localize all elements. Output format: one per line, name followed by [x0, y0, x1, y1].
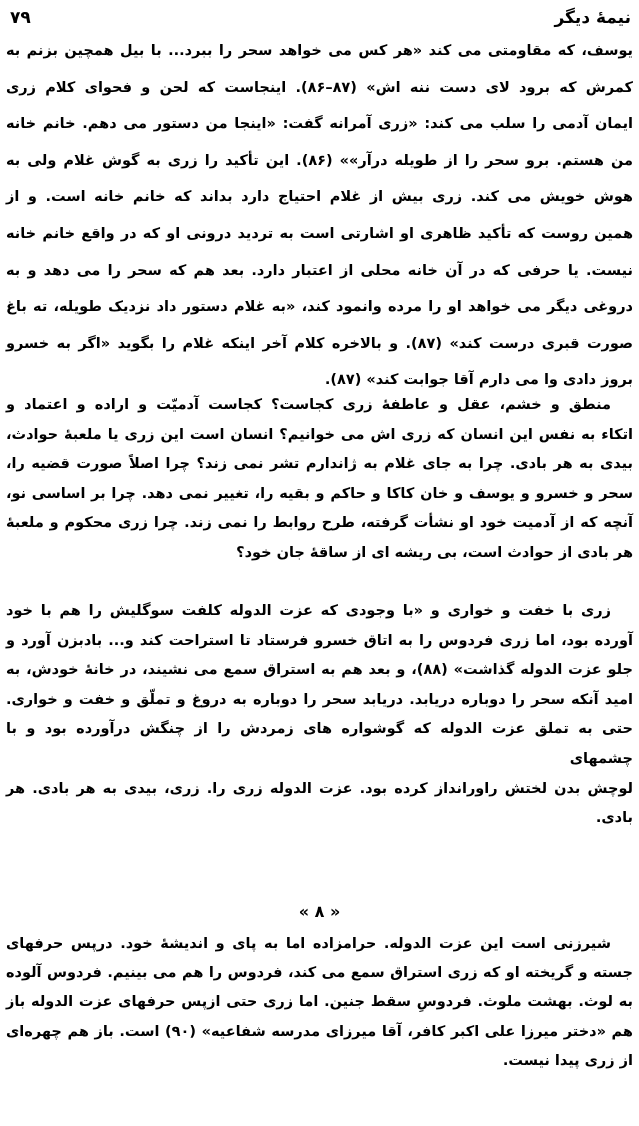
text-line: زری با خفت و خواری و «با وجودی که عزت الدوله کلفت سوگلیش را هم با خود — [6, 603, 611, 619]
paragraph-4 — [6, 930, 633, 1076]
text-line: بروز دادی وا می دارم آقا جوابت کند» (۸۷). — [324, 372, 633, 389]
text-line: هم «دختر میرزا علی اکبر کافر، آقا میرزای مدرسه شفاعیه» (۹۰) است. باز هم چهره‌ای — [6, 1023, 633, 1040]
text-line: امید آنکه سحر را دوباره دریابد. دریابد سحر را دوباره به دروغ و تملّق و خفت و خواری. — [6, 691, 633, 708]
text-line: شیرزنی است این عزت الدوله. حرامزاده اما به پای و اندیشهٔ خود. درپس حرفهای — [6, 936, 611, 952]
text-line: آنچه که از آدمیت خود او نشأت گرفته، طرح روابط را نمی زند. چرا زری محکوم و ملعبهٔ — [6, 515, 633, 532]
text-line: حتی به تملق عزت الدوله که گوشواره های زمردش را از چنگش درآورده بود و با چشمهای — [6, 721, 633, 767]
running-header-title: نیمهٔ دیگر — [554, 8, 631, 28]
page-number: ۷۹ — [10, 8, 31, 28]
text-line: هوش خویش می کند. زری بیش از غلام احتیاج دارد بداند که خانم خانه است. و از — [6, 189, 633, 206]
text-line: یوسف، که مقاومتی می کند «هر کس می خواهد سحر را ببرد... با بیل همچین بزنم به — [6, 43, 633, 59]
paragraph-1 — [6, 33, 633, 399]
text-line: هر بادی از حوادث است، بی ریشه ای از ساقهٔ جان خود؟ — [236, 544, 633, 561]
text-line: از زری پیدا نیست. — [502, 1052, 633, 1069]
paragraph-2 — [6, 391, 633, 569]
text-line: منطق و خشم، عقل و عاطفهٔ زری کجاست؟ کجاست آدمیّت و اراده و اعتماد و — [6, 397, 611, 413]
text-line: دروغی دیگر می خواهد او را مرده وانمود کند، «به غلام دستور داد نزدیک طویله، ته باغ — [6, 299, 633, 316]
text-line: جلو عزت الدوله گذاشت» (۸۸)، و بعد هم به استراق سمع می نشیند، در خانهٔ خودش، به — [6, 662, 634, 679]
text-line: جسته و گریخته او که زری استراق سمع می کند، فردوس را هم می بینیم. فردوس آلوده — [6, 965, 633, 982]
text-line: صورت قبری درست کند» (۸۷). و بالاخره کلام آخر اینکه غلام را بگوید «اگر به خسرو — [6, 335, 633, 352]
text-line: لوچش بدن لختش راورانداز کرده بود. عزت الدوله زری را. زری، بیدی به هر بادی. هر — [6, 780, 633, 797]
text-line: کمرش که برود لای دست ننه اش» (۸۷–۸۶). اینجاست که لحن و فحوای کلام زری — [6, 79, 633, 96]
section-number: « ۸ » — [298, 902, 341, 921]
text-line: ایمان آدمی را سلب می کند: «زری آمرانه گفت: «اینجا من دستور می دهم. خانم خانه — [6, 116, 633, 133]
text-line: سحر و خسرو و یوسف و خان کاکا و حاکم و بقیه را، تغییر نمی دهد. چرا بر اساسی نو، — [6, 485, 633, 502]
text-line: نیست. یا حرفی که در آن خانه محلی از اعتبار دارد. بعد هم که سحر را می دهد و به — [6, 262, 633, 279]
text-line: بیدی به هر بادی. چرا به جای غلام به ژاندارم تشر نمی زند؟ چرا اصلاً صورت قضیه را، — [6, 456, 633, 473]
text-line: به لوث. بهشت ملوث. فردوسِ سقط جنین. اما زری حتی ازپس حرفهای عزت الدوله باز — [6, 994, 633, 1011]
text-line: آورده بود، اما زری فردوس را به اتاق خسرو فرستاد تا استراحت کند و... بادبزن آورد و — [6, 632, 633, 649]
paragraph-3 — [6, 597, 633, 834]
text-line: اتکاء به نفس این انسان که زری اش می خوانیم؟ انسان است این زری یا ملعبهٔ حوادث، — [6, 426, 633, 443]
text-line: من هستم. برو سحر را از طویله درآر»» (۸۶). این تأکید را زری به گوش غلام ولی به — [6, 152, 633, 169]
text-line: همین روست که تأکید ظاهری او اشارتی است به تردید درونی او که در واقع خانم خانه — [6, 225, 633, 242]
text-line: بادی. — [595, 810, 633, 827]
